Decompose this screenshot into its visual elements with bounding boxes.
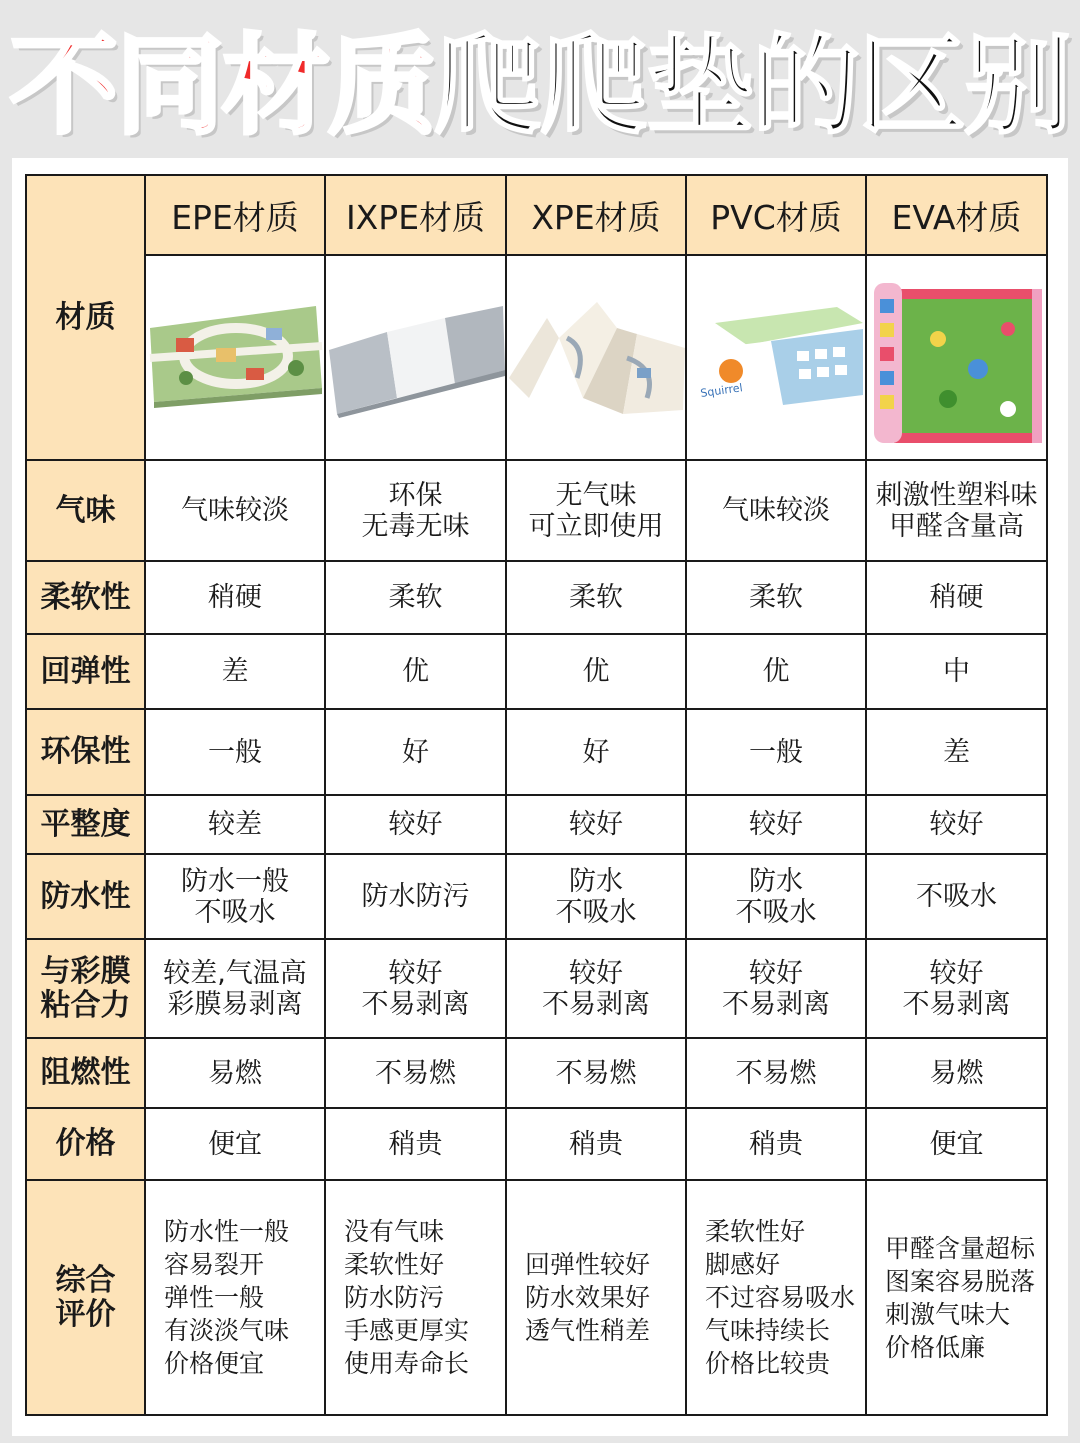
table-cell: 稍贵 bbox=[506, 1108, 686, 1180]
ixpe-mat-image bbox=[325, 255, 506, 460]
table-cell: 环保 无毒无味 bbox=[325, 460, 506, 561]
table-cell: 不易燃 bbox=[506, 1038, 686, 1108]
row-label-flame: 阻燃性 bbox=[26, 1038, 145, 1108]
table-cell: 差 bbox=[866, 709, 1047, 795]
table-cell: 较好 bbox=[686, 795, 866, 854]
summary-cell: 没有气味 柔软性好 防水防污 手感更厚实 使用寿命长 bbox=[325, 1180, 506, 1415]
table-cell: 防水一般 不吸水 bbox=[145, 854, 325, 939]
column-header-epe: EPE材质 bbox=[145, 175, 325, 255]
table-cell: 优 bbox=[686, 634, 866, 709]
table-cell: 中 bbox=[866, 634, 1047, 709]
table-cell: 柔软 bbox=[506, 561, 686, 634]
row-summary bbox=[26, 1180, 1047, 1415]
comparison-table bbox=[25, 174, 1048, 1416]
table-cell: 一般 bbox=[686, 709, 866, 795]
table-cell: 较好 bbox=[325, 795, 506, 854]
image-row bbox=[26, 255, 1047, 460]
row-film-adhesion bbox=[26, 939, 1047, 1038]
table-cell: 好 bbox=[506, 709, 686, 795]
row-label-odor: 气味 bbox=[26, 460, 145, 561]
table-cell: 一般 bbox=[145, 709, 325, 795]
table-cell: 气味较淡 bbox=[145, 460, 325, 561]
row-flame bbox=[26, 1038, 1047, 1108]
table-cell: 较好 不易剥离 bbox=[686, 939, 866, 1038]
row-label-eco: 环保性 bbox=[26, 709, 145, 795]
table-cell: 刺激性塑料味 甲醛含量高 bbox=[866, 460, 1047, 561]
row-label-resilience: 回弹性 bbox=[26, 634, 145, 709]
row-label-flatness: 平整度 bbox=[26, 795, 145, 854]
table-cell: 较差 bbox=[145, 795, 325, 854]
title-red: 不同材质 bbox=[9, 24, 434, 149]
table-cell: 不吸水 bbox=[866, 854, 1047, 939]
summary-cell: 甲醛含量超标 图案容易脱落 刺激气味大 价格低廉 bbox=[866, 1180, 1047, 1415]
table-cell: 较好 不易剥离 bbox=[506, 939, 686, 1038]
xpe-mat-image bbox=[506, 255, 686, 460]
row-label-waterproof: 防水性 bbox=[26, 854, 145, 939]
table-cell: 防水 不吸水 bbox=[686, 854, 866, 939]
table-cell: 稍贵 bbox=[686, 1108, 866, 1180]
pvc-image-text: Squirrel bbox=[699, 380, 744, 400]
table-cell: 较好 不易剥离 bbox=[866, 939, 1047, 1038]
column-header-ixpe: IXPE材质 bbox=[325, 175, 506, 255]
page-title bbox=[0, 22, 1080, 152]
summary-cell: 防水性一般 容易裂开 弹性一般 有淡淡气味 价格便宜 bbox=[145, 1180, 325, 1415]
column-header-eva: EVA材质 bbox=[866, 175, 1047, 255]
table-cell: 无气味 可立即使用 bbox=[506, 460, 686, 561]
table-cell: 便宜 bbox=[145, 1108, 325, 1180]
column-header-xpe: XPE材质 bbox=[506, 175, 686, 255]
table-cell: 较好 bbox=[506, 795, 686, 854]
table-cell: 稍硬 bbox=[145, 561, 325, 634]
row-odor bbox=[26, 460, 1047, 561]
summary-cell: 回弹性较好 防水效果好 透气性稍差 bbox=[506, 1180, 686, 1415]
table-cell: 易燃 bbox=[866, 1038, 1047, 1108]
table-cell: 差 bbox=[145, 634, 325, 709]
pvc-mat-image bbox=[686, 255, 866, 460]
table-cell: 不易燃 bbox=[325, 1038, 506, 1108]
row-label-film-adhesion: 与彩膜 粘合力 bbox=[26, 939, 145, 1038]
table-cell: 较差,气温高 彩膜易剥离 bbox=[145, 939, 325, 1038]
table-cell: 易燃 bbox=[145, 1038, 325, 1108]
table-cell: 便宜 bbox=[866, 1108, 1047, 1180]
column-header-pvc: PVC材质 bbox=[686, 175, 866, 255]
row-softness bbox=[26, 561, 1047, 634]
row-price bbox=[26, 1108, 1047, 1180]
table-cell: 柔软 bbox=[325, 561, 506, 634]
row-resilience bbox=[26, 634, 1047, 709]
row-label-summary: 综合 评价 bbox=[26, 1180, 145, 1415]
header-row bbox=[26, 175, 1047, 255]
row-label-softness: 柔软性 bbox=[26, 561, 145, 634]
summary-cell: 柔软性好 脚感好 不过容易吸水 气味持续长 价格比较贵 bbox=[686, 1180, 866, 1415]
table-cell: 不易燃 bbox=[686, 1038, 866, 1108]
table-cell: 柔软 bbox=[686, 561, 866, 634]
table-cell: 较好 bbox=[866, 795, 1047, 854]
eva-mat-image bbox=[866, 255, 1047, 460]
row-flatness bbox=[26, 795, 1047, 854]
table-cell: 防水防污 bbox=[325, 854, 506, 939]
table-cell: 优 bbox=[325, 634, 506, 709]
table-cell: 好 bbox=[325, 709, 506, 795]
row-eco bbox=[26, 709, 1047, 795]
table-cell: 气味较淡 bbox=[686, 460, 866, 561]
row-waterproof bbox=[26, 854, 1047, 939]
table-cell: 优 bbox=[506, 634, 686, 709]
table-cell: 稍贵 bbox=[325, 1108, 506, 1180]
row-label-material: 材质 bbox=[26, 175, 145, 460]
table-cell: 稍硬 bbox=[866, 561, 1047, 634]
table-cell: 较好 不易剥离 bbox=[325, 939, 506, 1038]
epe-mat-image bbox=[145, 255, 325, 460]
table-cell: 防水 不吸水 bbox=[506, 854, 686, 939]
row-label-price: 价格 bbox=[26, 1108, 145, 1180]
title-black: 爬爬垫的区别 bbox=[434, 24, 1071, 149]
